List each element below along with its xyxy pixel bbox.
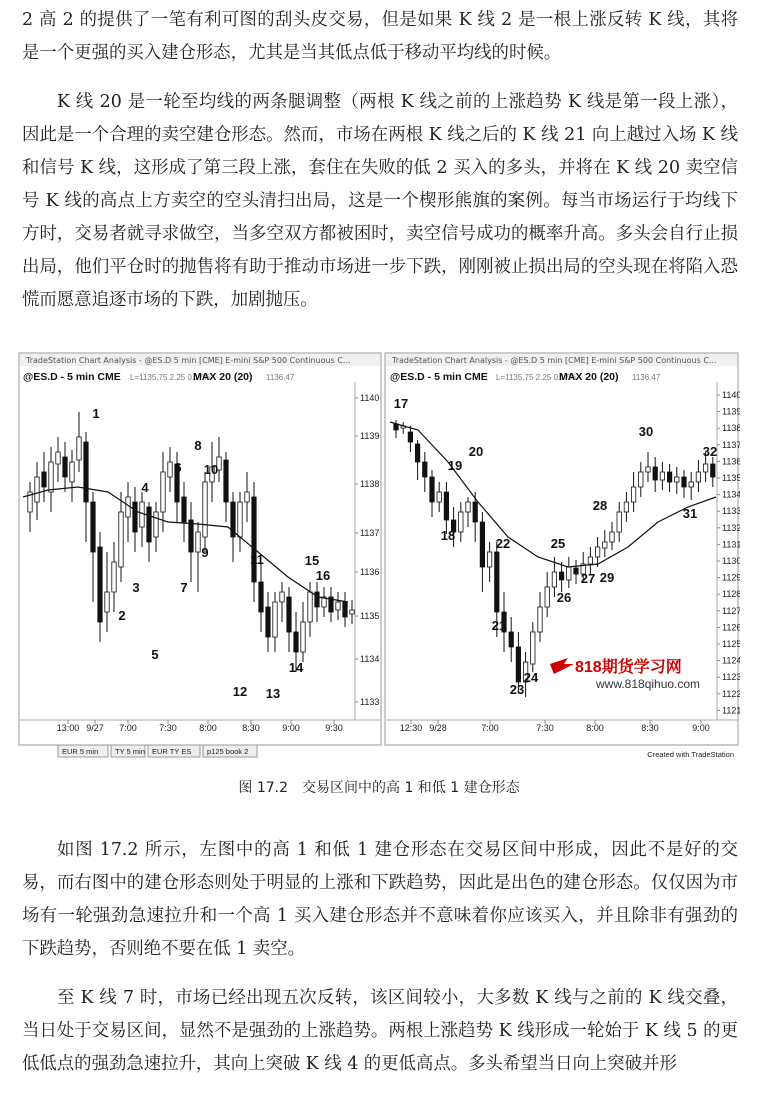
right-indicator-value: 1136.47	[632, 373, 661, 382]
left-candle	[343, 602, 347, 617]
watermark-url: www.818qihuo.com	[596, 677, 701, 691]
right-bar-label: 27	[580, 571, 596, 586]
left-bar-label: 14	[288, 660, 304, 675]
right-bar-label: 23	[509, 682, 525, 697]
left-candle	[203, 482, 207, 537]
left-candle	[259, 582, 263, 612]
left-candle	[238, 502, 242, 537]
right-candle	[588, 557, 592, 564]
right-bar-label: 24	[523, 670, 539, 685]
paragraph-bottom-1: 如图 17.2 所示，左图中的高 1 和低 1 建仓形态在交易区间中形成，因此不是好的交易，而右图中的建仓形态则处于明显的上涨和下跌趋势，因此是出色的建仓形态。仅仅因为市场有一轮强劲急速拉升和一个高 1 买入建仓形态并不意味着你应该买入，并且除非有强劲的下跌趋势，否则绝不要在低 1 卖空。	[22, 840, 738, 959]
right-candle	[667, 472, 671, 482]
left-candle	[63, 457, 67, 477]
right-candle	[487, 552, 491, 567]
figure-caption: 图 17.2 交易区间中的高 1 和低 1 建仓形态	[238, 780, 520, 796]
left-time-tick: 7:30	[159, 723, 177, 733]
left-candle	[112, 562, 116, 592]
tab-label: EUR TY ES	[152, 747, 192, 756]
right-price-tick: 1137	[722, 439, 740, 450]
right-time-tick: 9:00	[692, 723, 710, 733]
right-candle	[444, 492, 448, 520]
right-candle	[653, 467, 657, 480]
figure-17-2	[18, 352, 740, 762]
right-candle	[545, 587, 549, 607]
right-candle	[466, 502, 470, 512]
right-candle	[567, 567, 571, 580]
left-bar-label: 15	[304, 553, 320, 568]
right-bar-label: 20	[468, 444, 484, 459]
right-candle	[495, 552, 499, 612]
right-price-tick: 1124	[722, 655, 740, 666]
left-candle	[133, 502, 137, 532]
right-candle	[423, 462, 427, 477]
left-bar-label: 10	[203, 462, 219, 477]
left-candle	[301, 622, 305, 652]
right-price-tick: 1135	[722, 473, 740, 483]
right-time-tick: 12:30	[399, 723, 423, 733]
left-candle	[161, 472, 165, 512]
left-candle	[266, 607, 270, 637]
left-time-tick: 9:30	[325, 723, 343, 733]
right-time-tick: 8:30	[641, 723, 659, 733]
left-candle	[56, 452, 60, 464]
watermark-brand: 818期货学习网	[575, 659, 682, 676]
paragraph-top-1: 2 高 2 的提供了一笔有利可图的刮头皮交易，但是如果 K 线 2 是一根上涨反转 K 线，其将是一个更强的买入建仓形态，尤其是当其低点低于移动平均线的时候。	[22, 10, 738, 63]
left-candle	[196, 532, 200, 552]
left-bar-label: 8	[194, 438, 202, 453]
left-candle	[84, 442, 88, 502]
dual-chart-figure	[18, 352, 740, 762]
right-window-title: TradeStation Chart Analysis - @ES.D 5 min [CME] E-mini S&P 500 Continuous C...	[392, 356, 717, 365]
right-candle	[617, 512, 621, 532]
right-candle	[689, 482, 693, 487]
right-candle	[430, 477, 434, 502]
right-price-tick: 1125	[722, 639, 740, 649]
left-candle	[245, 492, 249, 502]
right-candle	[603, 542, 607, 548]
left-price-tick: 1133	[360, 697, 380, 707]
left-candle	[336, 602, 340, 610]
right-price-tick: 1130	[722, 556, 740, 566]
left-time-tick: 9:00	[282, 723, 300, 733]
left-bar-label: 4	[141, 480, 149, 495]
right-time-tick: 8:00	[586, 723, 604, 733]
right-time-tick: 7:00	[481, 723, 499, 733]
right-bar-label: 32	[702, 444, 718, 459]
right-bar-label: 25	[550, 536, 566, 551]
left-price-tick: 1135	[360, 611, 380, 621]
left-candle	[189, 520, 193, 552]
left-bar-label: 3	[132, 580, 140, 595]
left-price-tick: 1136	[360, 567, 380, 577]
paragraph-top-2: K 线 20 是一轮至均线的两条腿调整（两根 K 线之前的上涨趋势 K 线是第一段上涨），因此是一个合理的卖空建仓形态。然而，市场在两根 K 线之后的 K 线 21 向上越过入场 K 线和信号 K 线，这形成了第三段上涨，套住在失败的低 2 买入的多头，并将在 K 线 20 卖空信号 K 线的高点上方卖空的空头清扫出局，这是一个楔形熊旗的案例。每当市场运行于均线下方时，交易者就寻求做空，当多空双方都被困时，卖空信号成功的概率升高。多头会自行止损出局，他们平仓时的抛售将有助于推动市场进一步下跌，刚刚被止损出局的空头现在将陷入恐慌而愿意追逐市场的下跌，加剧抛压。	[22, 92, 738, 310]
right-bar-label: 31	[682, 506, 698, 521]
right-candle	[394, 424, 398, 430]
right-candle	[509, 632, 513, 647]
right-candle	[639, 472, 643, 487]
right-price-tick: 1123	[722, 672, 740, 683]
left-price-tick: 1139	[360, 431, 380, 441]
left-bar-label: 1	[92, 406, 100, 421]
right-candle	[415, 444, 419, 462]
left-candle	[308, 592, 312, 622]
right-candle	[516, 647, 520, 682]
left-time-tick: 8:00	[199, 723, 217, 733]
left-candle	[119, 512, 123, 567]
left-bar-label: 9	[201, 545, 209, 560]
right-bar-label: 28	[592, 498, 608, 513]
right-price-tick: 1134	[722, 489, 740, 500]
left-candle	[42, 472, 46, 487]
right-bar-label: 29	[599, 570, 615, 585]
right-bar-label: 26	[556, 590, 572, 605]
tradestation-credit: Created with TradeStation	[647, 750, 734, 759]
right-candle	[559, 572, 563, 580]
left-candle	[287, 597, 291, 632]
right-price-tick: 1127	[722, 605, 740, 616]
left-bar-label: 11	[250, 552, 264, 567]
left-candle	[140, 502, 144, 527]
left-bar-label: 13	[265, 686, 281, 701]
right-bar-label: 19	[447, 458, 463, 473]
left-bar-label: 5	[151, 647, 159, 662]
left-price-tick: 1137	[360, 528, 380, 538]
tab-label: p125 book 2	[207, 747, 249, 756]
left-candle	[350, 610, 354, 614]
left-time-tick: 7:00	[119, 723, 137, 733]
left-candle	[273, 602, 277, 637]
left-price-tick: 1138	[360, 479, 380, 489]
left-symbol: @ES.D - 5 min CME	[23, 371, 121, 383]
right-bar-label: 18	[440, 528, 456, 543]
right-bar-label: 21	[491, 618, 507, 633]
right-candle	[703, 464, 707, 472]
paragraph-bottom-2: 至 K 线 7 时，市场已经出现五次反转，该区间较小，大多数 K 线与之前的 K 线交叠，当日处于交易区间，显然不是强劲的上涨趋势。两根上涨趋势 K 线形成一轮始于 K 线 5 的更低低点的强劲急速拉升，其向上突破 K 线 4 的更低高点。多头希望当日向上突破并形	[22, 988, 738, 1074]
right-price-tick: 1132	[722, 522, 740, 533]
left-candle	[70, 462, 74, 482]
left-candle	[315, 592, 319, 607]
left-candle	[91, 502, 95, 552]
right-price-tick: 1131	[722, 539, 740, 550]
right-candle	[531, 632, 535, 664]
right-indicator: MAX 20 (20)	[559, 371, 619, 383]
right-price-tick: 1140	[722, 390, 740, 400]
right-candle	[538, 607, 542, 632]
left-candle	[252, 497, 256, 582]
left-candle	[182, 497, 186, 522]
left-window-title: TradeStation Chart Analysis - @ES.D 5 min [CME] E-mini S&P 500 Continuous C...	[26, 356, 351, 365]
tab-label: TY 5 min	[115, 747, 145, 756]
right-candle	[646, 467, 650, 472]
right-price-tick: 1129	[722, 572, 740, 583]
left-candle	[280, 592, 284, 602]
right-candle	[552, 572, 556, 587]
right-symbol: @ES.D - 5 min CME	[390, 371, 488, 383]
left-time-tick: 9/27	[86, 723, 104, 733]
right-candle	[682, 477, 686, 487]
right-price-tick: 1139	[722, 406, 740, 417]
left-bar-label: 12	[232, 684, 248, 699]
left-time-tick: 8:30	[242, 723, 260, 733]
right-price-tick: 1122	[722, 688, 740, 699]
right-price-tick: 1121	[722, 705, 740, 716]
left-bar-label: 6	[174, 460, 182, 475]
left-candle	[168, 462, 172, 477]
left-price-tick: 1134	[360, 654, 380, 664]
right-candle	[711, 464, 715, 477]
right-price-tick: 1136	[722, 456, 740, 467]
left-candle	[77, 437, 81, 460]
right-candle	[660, 472, 664, 480]
left-indicator-value: 1136.47	[266, 373, 295, 382]
left-candle	[294, 632, 298, 652]
left-candle	[224, 460, 228, 502]
right-candle	[696, 472, 700, 482]
tab-label: EUR 5 min	[62, 747, 99, 756]
left-bar-label: 16	[315, 568, 331, 583]
right-time-tick: 9/28	[429, 723, 447, 733]
right-candle	[624, 502, 628, 512]
right-price-tick: 1133	[722, 506, 740, 517]
right-bar-label: 22	[495, 536, 511, 551]
right-candle	[631, 487, 635, 502]
right-candle	[595, 547, 599, 557]
right-candle	[459, 512, 463, 532]
right-candle	[574, 568, 578, 574]
left-candle	[147, 507, 151, 542]
left-time-tick: 13:00	[56, 723, 80, 733]
right-price-tick: 1138	[722, 423, 740, 434]
left-candle	[154, 512, 158, 537]
left-indicator: MAX 20 (20)	[193, 371, 253, 383]
left-candle	[105, 592, 109, 612]
left-candle	[49, 462, 53, 492]
left-candle	[98, 547, 102, 622]
left-bar-label: 7	[180, 580, 188, 595]
right-time-tick: 7:30	[536, 723, 554, 733]
left-bar-label: 2	[118, 608, 126, 623]
left-quote: L=1135.75 2.25 0.17%	[130, 373, 211, 382]
right-quote: L=1135.75 2.25 0.17%	[496, 373, 577, 382]
left-price-tick: 1140	[360, 393, 380, 403]
right-bar-label: 30	[638, 424, 654, 439]
right-price-tick: 1128	[722, 589, 740, 600]
right-bar-label: 17	[393, 396, 409, 411]
right-candle	[675, 477, 679, 482]
right-candle	[408, 432, 412, 442]
right-candle	[610, 532, 614, 542]
left-candle	[35, 477, 39, 502]
right-candle	[437, 492, 441, 502]
right-candle	[473, 502, 477, 522]
right-candle	[480, 522, 484, 567]
right-price-tick: 1126	[722, 622, 740, 633]
